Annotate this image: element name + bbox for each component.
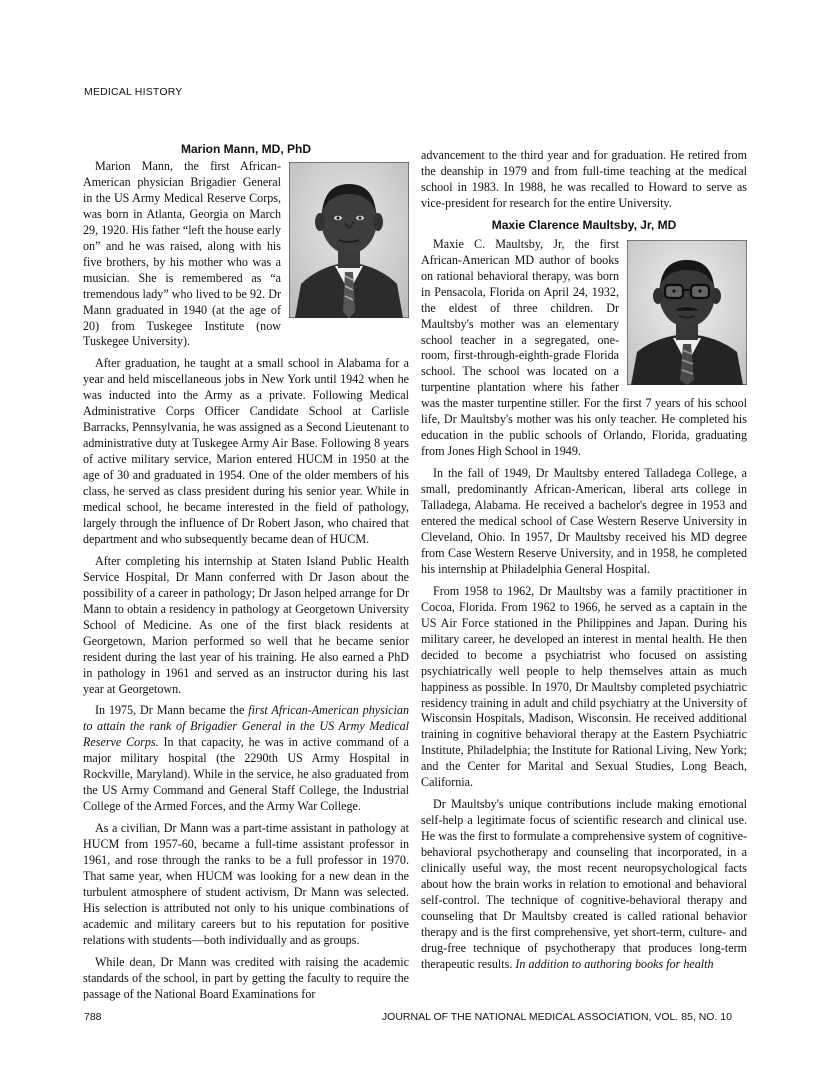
- journal-citation: JOURNAL OF THE NATIONAL MEDICAL ASSOCIATION, VOL. 85, NO. 10: [381, 1011, 732, 1023]
- article-heading-maultsby: Maxie Clarence Maultsby, Jr, MD: [491, 217, 677, 232]
- page-number: 788: [84, 1011, 102, 1023]
- paragraph: In the fall of 1949, Dr Maultsby entered Talladega College, a small, predominantly African-American, liberal arts college in Talladega, Alabama. He received a bachelor's degree in 1953 and entered the medical school of Case Western Reserve University in Cleveland, Ohio. In 1957, Dr Maultsby received his MD degree from Case Western Reserve University, and in 1958, he completed his internship at Philadelphia General Hospital.: [421, 466, 747, 576]
- paragraph: From 1958 to 1962, Dr Maultsby was a family practitioner in Cocoa, Florida. From 1962 to 1966, he served as a captain in the US Air Force stationed in the Philippines and Japan. During his military career, he developed an interest in mental health. He then decided to become a psychiatrist who focused on assisting psychiatrically well people to help themselves attain as much happiness as possible. In 1970, Dr Maultsby completed psychiatric residency training in adult and child psychiatry at the University of Wisconsin Hospitals, Madison, Wisconsin. He received additional training in cognitive behavioral therapy at the Eastern Psychiatric Institute, Philadelphia; the Institute for Rational Living, New York; and the Center for Marital and Sexual Studies, Long Beach, California.: [421, 583, 747, 790]
- paragraph: After completing his internship at Staten Island Public Health Service Hospital, Dr Mann conferred with Dr Jason about the possibility of a career in pathology; Dr Jason helped arrange for Dr Mann to obtain a residency in pathology at Georgetown University School of Medicine. As one of the first black residents at Georgetown, Marion performed so well that he became senior resident during the last year of his training. He also earned a PhD in pathology in 1961 and served as an instructor during his last year at Georgetown.: [83, 553, 409, 696]
- photo-maxie-maultsby: [627, 240, 747, 385]
- paragraph: After graduation, he taught at a small school in Alabama for a year and held miscellaneous jobs in New York until 1942 when he was inducted into the Army as a private. Following Medical Administrative Corps Officer Candidate School at Carlisle Barracks, Pennsylvania, he was assigned as a Second Lieutenant to administrative duty at Tuskegee Army Air Base. Following 8 years of active military service, Marion entered HUCM in 1950 at the age of 30 and graduated in 1954. One of the older members of his class, he served as class president during his senior year. While in medical school, he became interested in the field of pathology, largely through the influence of Dr Robert Jason, who chaired that department and who subsequently became dean of HUCM.: [83, 356, 409, 546]
- paragraph: As a civilian, Dr Mann was a part-time assistant in pathology at HUCM from 1957-60, became a full-time assistant professor in 1961, and rose through the ranks to be a full professor in 1970. That same year, when HUCM was looking for a new dean in the turbulent atmosphere of student activism, Dr Mann was selected. His selection is attributed not only to his unique combinations of academic and military careers but to his reputation for positive relations with students—both individually and as groups.: [83, 821, 409, 947]
- left-column: [83, 142, 409, 1009]
- paragraph: Maxie C. Maultsby, Jr, the first African-American MD author of books on rational behavioral therapy, was born in Pensacola, Florida on April 24, 1932, the eldest of three children. Dr Maultsby's mother was an elementary school teacher in a segregated, one-room, first-through-eighth-grade Florida school. The school was located on a turpentine plantation where his father was the master turpentine stiller. For the first 7 years of his school life, Dr Maultsby's mother was his only teacher. He completed his education in the public schools of Orlando, Florida, graduating from Jones High School in 1949.: [421, 236, 747, 459]
- paragraph-continued: advancement to the third year and for graduation. He retired from the deanship in 1979 and from full-time teaching at the medical school in 1983. In 1988, he was recalled to Howard to serve as vice-president for research for the entire University.: [421, 148, 747, 210]
- italic-emphasis: In addition to authoring books for health: [515, 956, 714, 971]
- paragraph: In 1975, Dr Mann became the first African-American physician to attain the rank of Brigadier General in the US Army Medical Reserve Corps. In that capacity, he was in active command of a major military hospital (the 2290th US Army Hospital in Rockville, Maryland). While in the service, he also graduated from the US Army Command and General Staff College, the Industrial College of the Armed Forces, and the Army War College.: [83, 703, 409, 814]
- right-column: [421, 148, 747, 979]
- photo-marion-mann: [289, 162, 409, 318]
- italic-emphasis: first African-American physician to attain the rank of Brigadier General in the US Army Medical Reserve Corps.: [83, 703, 409, 750]
- paragraph: Marion Mann, the first African-American physician Brigadier General in the US Army Medical Reserve Corps, was born in Atlanta, Georgia on March 29, 1920. His father “left the house early on” and he was raised, along with his five brothers, by his mother who was a musician. She is remembered as “a tremendous lady” who lived to be 92. Dr Mann graduated in 1940 (at the age of 20) from Tuskegee Institute (now Tuskegee University).: [83, 159, 281, 349]
- section-label: MEDICAL HISTORY: [84, 86, 183, 98]
- paragraph: Dr Maultsby's unique contributions include making emotional self-help a legitimate focus of scientific research and clinical use. He was the first to formulate a comprehensive system of cognitive-behavioral psychotherapy and counseling that incorporated, in a clinically useful way, the most recent neuropsychological facts about how the brain works in relation to emotional and behavioral self-control. The technique of cognitive-behavioral therapy and counseling that Dr Maultsby created is called rational behavior therapy and is the first comprehensive, yet short-term, culture- and drug-free technique of psychotherapy that produces long-term therapeutic results. In addition to authoring books for health: [421, 797, 747, 971]
- paragraph: While dean, Dr Mann was credited with raising the academic standards of the school, in part by getting the faculty to require the passage of the National Board Examinations for: [83, 954, 409, 1001]
- article-heading-mann: Marion Mann, MD, PhD: [181, 142, 311, 156]
